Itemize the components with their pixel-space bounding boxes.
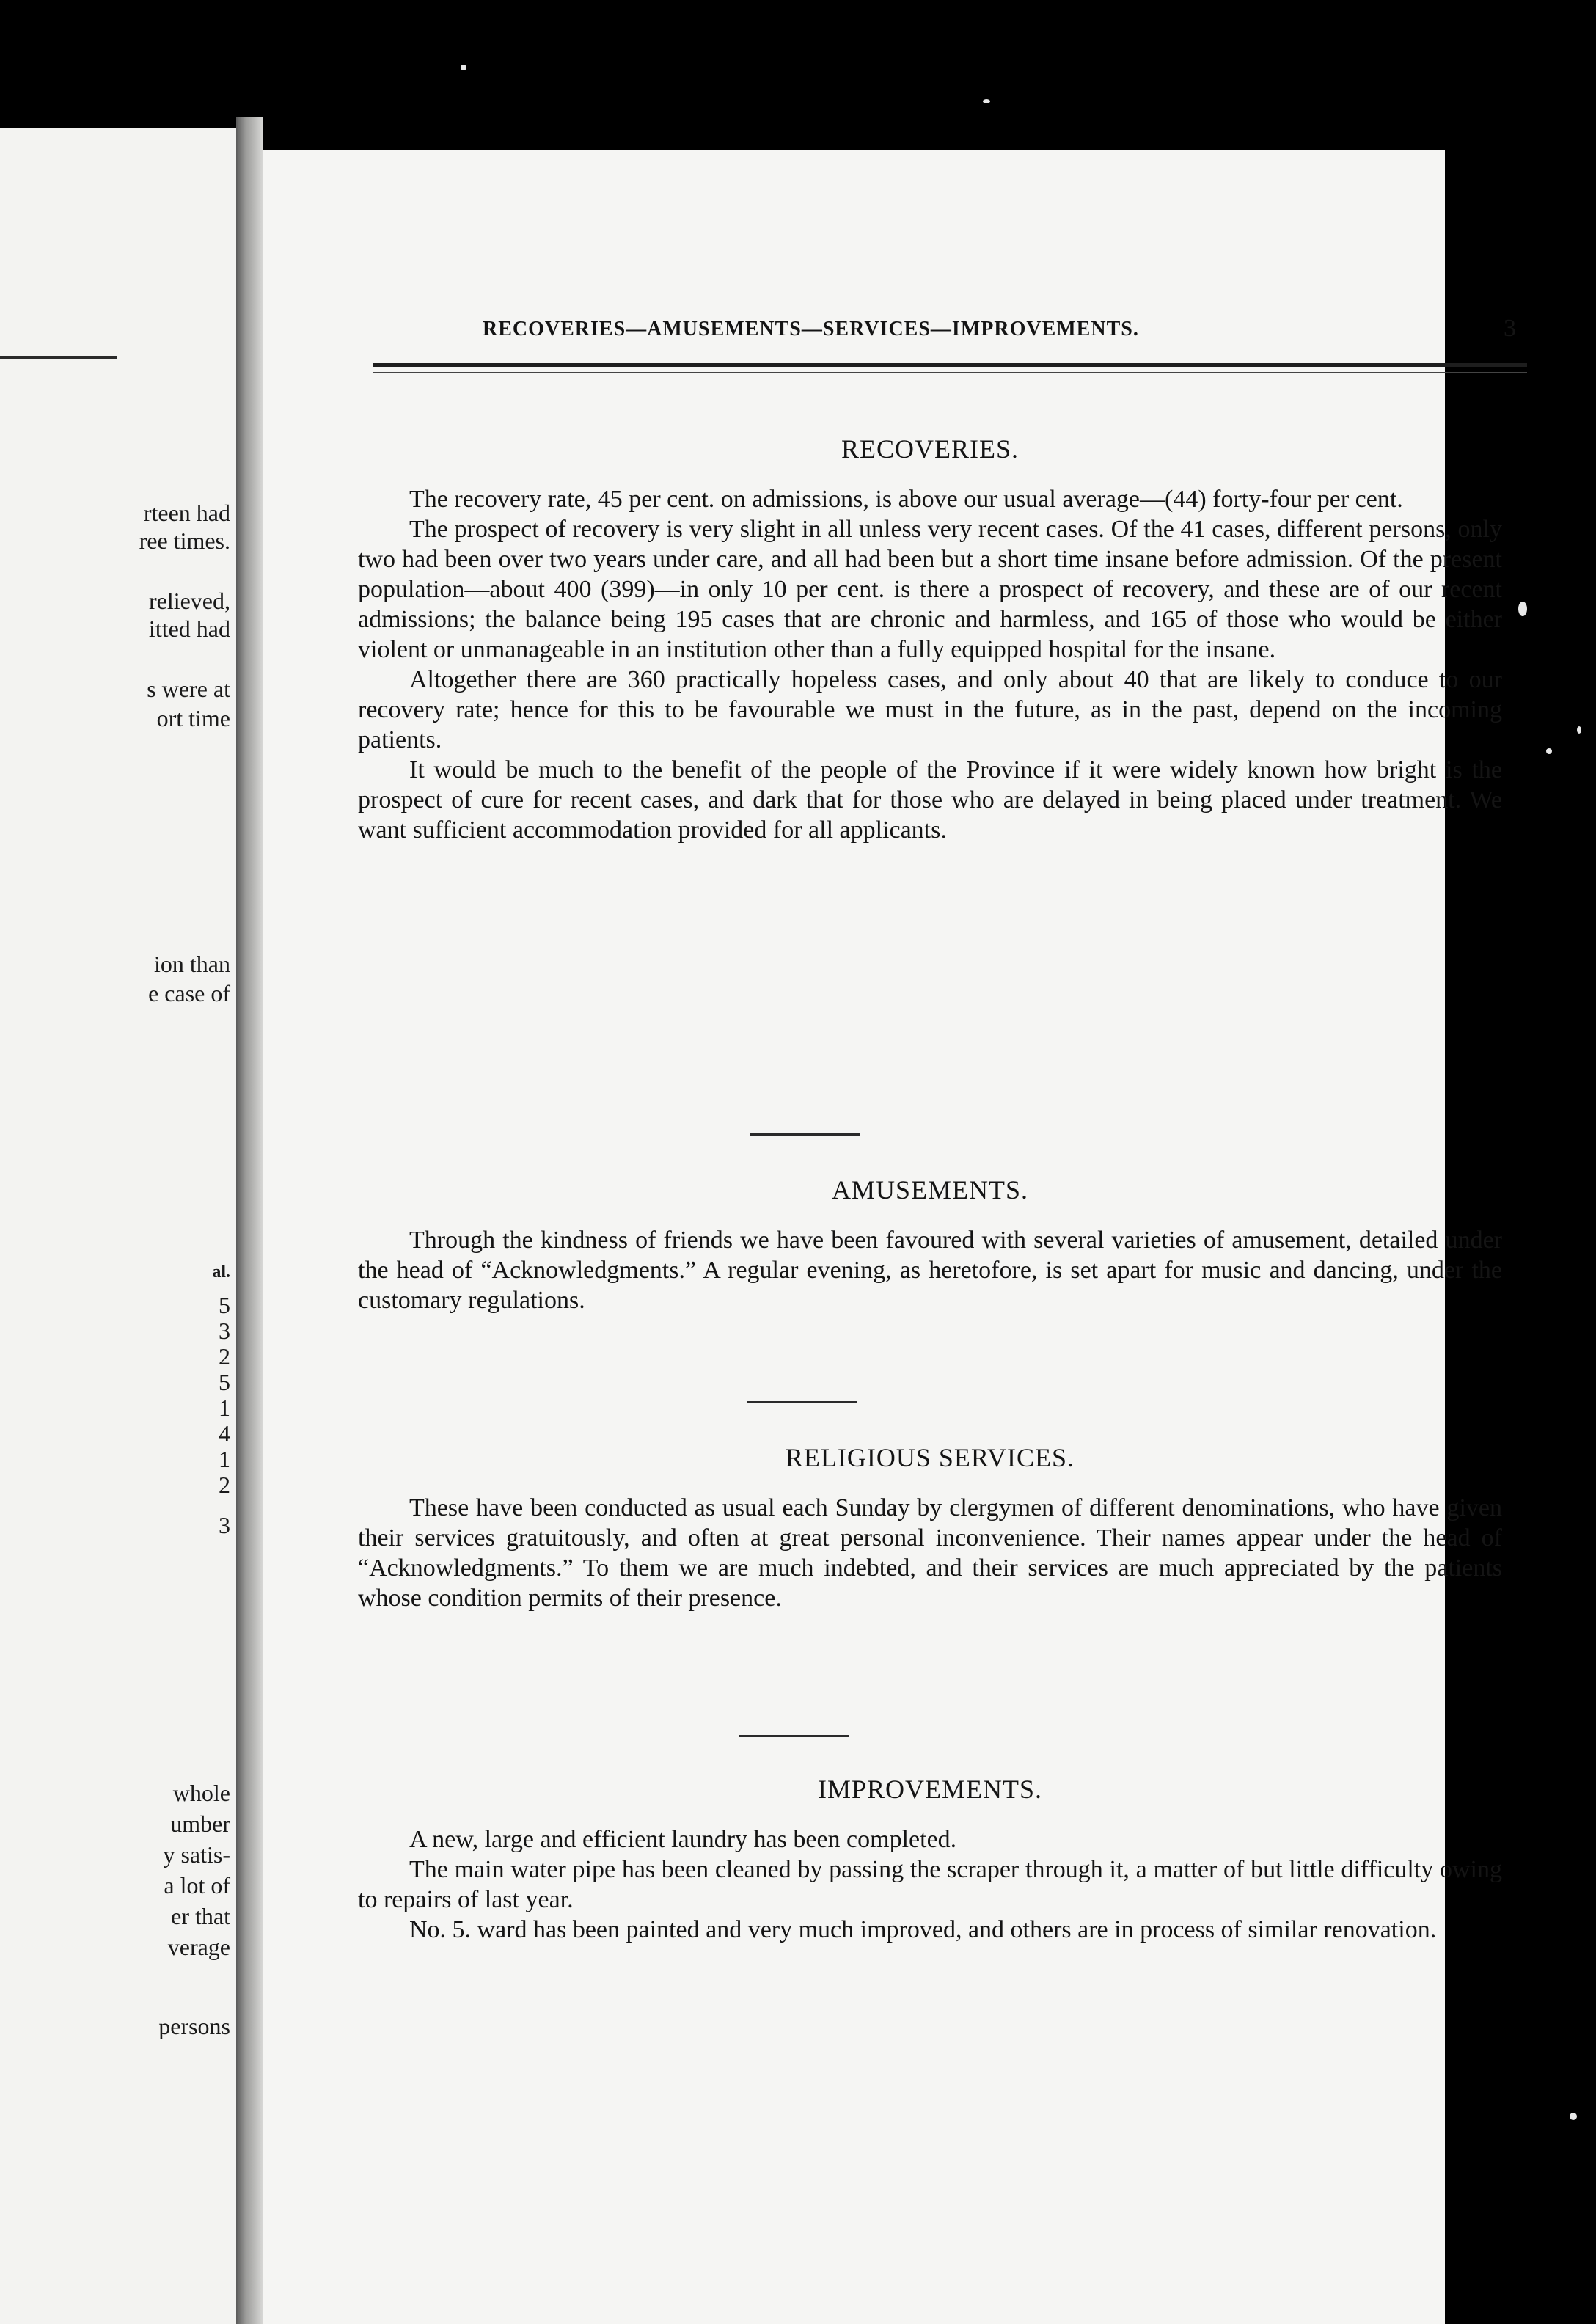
section-amusements [358,1174,1502,1315]
section-divider [750,1133,860,1136]
left-fragment: al. [212,1263,230,1282]
left-fragment: rteen had [143,500,230,526]
section-religious-services [358,1441,1502,1613]
left-fragment: whole [172,1780,230,1806]
section-improvements [358,1773,1502,1945]
book-gutter [236,117,263,2324]
left-fragment: relieved, [148,588,230,614]
left-fragment: e case of [148,980,230,1006]
left-fragment: 1 [219,1395,230,1421]
left-fragment: 2 [219,1343,230,1370]
left-fragment: 5 [219,1292,230,1318]
paragraph: No. 5. ward has been painted and very much improved, and others are in process of similar renovation. [409,1916,1437,1943]
header-rule [373,363,1527,367]
paragraph: The recovery rate, 45 per cent. on admissions, is above our usual average—(44) forty-four per cent. [409,486,1403,513]
left-fragment: umber [170,1810,230,1837]
left-fragment: persons [158,2013,230,2039]
section-heading: RECOVERIES. [841,434,1019,464]
left-fragment: ort time [156,705,230,731]
left-fragment: ion than [154,951,230,977]
section-divider [739,1735,849,1737]
section-heading: AMUSEMENTS. [831,1175,1029,1205]
speck [983,99,990,103]
speck [1546,748,1552,754]
section-heading: RELIGIOUS SERVICES. [785,1443,1075,1472]
left-page-edge [0,128,236,2324]
paragraph: Through the kindness of friends we have been favoured with several varieties of amusement, detailed under the head of “Acknowledgments.” A regular evening, as heretofore, is set apart for music and dancing, under the customary regulations. [358,1227,1502,1314]
left-fragment: 4 [219,1420,230,1447]
paragraph: It would be much to the benefit of the people of the Province if it were widely known how bright is the prospect of cure for recent cases, and dark that for those who are delayed in being placed under treatment. We want sufficient accommodation provided for all applicants. [358,756,1502,844]
paragraph: Altogether there are 360 practically hopeless cases, and only about 40 that are likely to conduce to our recovery rate; hence for this to be favourable we must in the future, as in the past, depend on the incoming patients. [358,666,1502,753]
left-fragment: 1 [219,1446,230,1472]
section-divider [747,1401,857,1403]
running-title: RECOVERIES—AMUSEMENTS—SERVICES—IMPROVEMENTS. [483,318,1139,340]
left-page-rule [0,356,117,359]
section-heading: IMPROVEMENTS. [817,1775,1043,1804]
speck [1570,2113,1577,2120]
left-fragment: 5 [219,1369,230,1395]
paragraph: The prospect of recovery is very slight in all unless very recent cases. Of the 41 cases, different persons, only two had been over two years under care, and all had been but a short time insane before admission. Of the present population—about 400 (399)—in only 10 per cent. is there a prospect of recovery, and these are of our recent admissions; the balance being 195 cases that are chronic and harmless, and 165 of those who would be either violent or unmanageable in an institution other than a fully equipped hospital for the insane. [358,516,1502,663]
right-page [263,150,1517,2324]
left-fragment: ree times. [139,527,230,554]
page-number: 3 [1504,315,1517,342]
left-fragment: 3 [219,1318,230,1344]
left-fragment: er that [171,1903,230,1929]
left-fragment: 2 [219,1472,230,1498]
section-recoveries [358,433,1502,845]
left-fragment: y satis- [163,1841,230,1868]
paragraph: The main water pipe has been cleaned by passing the scraper through it, a matter of but little difficulty owing to repairs of last year. [358,1856,1502,1913]
left-fragment: verage [167,1934,230,1960]
left-fragment: a lot of [164,1872,230,1899]
speck [461,65,466,70]
speck [1518,602,1527,616]
left-fragment: s were at [147,676,230,702]
paragraph: These have been conducted as usual each Sunday by clergymen of different denominations, who have given their services gratuitously, and often at great personal inconvenience. Their names appear under the head of “Acknowledgments.” To them we are much indebted, and their services are much appreciated by the patients whose condition permits of their presence. [358,1494,1502,1612]
paragraph: A new, large and efficient laundry has been completed. [409,1826,957,1853]
left-fragment: itted had [148,615,230,642]
header-rule-thin [373,372,1527,373]
speck [1577,726,1581,734]
left-fragment: 3 [219,1512,230,1538]
